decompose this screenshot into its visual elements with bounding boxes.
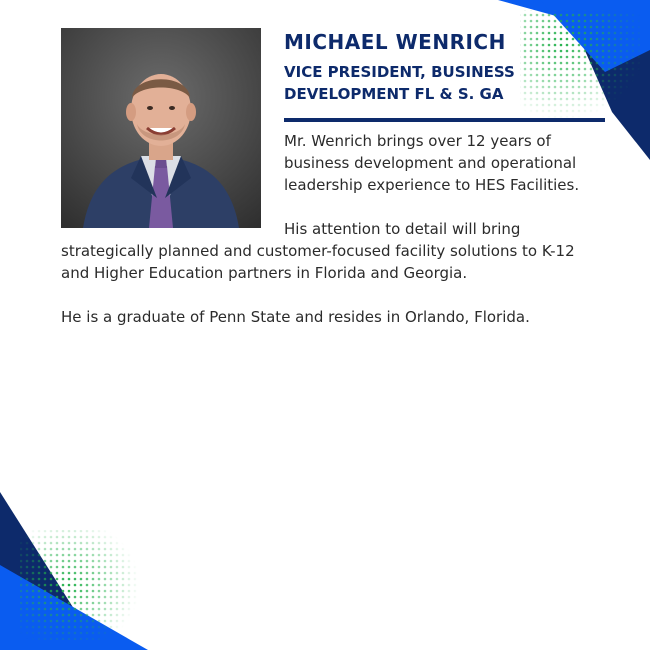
title-divider xyxy=(284,118,605,122)
corner-decoration-bottom-left xyxy=(0,492,148,650)
bio-paragraph-1 xyxy=(61,130,601,196)
title-line-1: VICE PRESIDENT, BUSINESS xyxy=(284,63,515,81)
title-line-2: DEVELOPMENT FL & S. GA xyxy=(284,85,504,103)
bio-paragraph-2 xyxy=(61,218,601,284)
bio-p2-line-3: and Higher Education partners in Florida and Georgia. xyxy=(61,264,468,282)
bio-p2-line-1: His attention to detail will bring xyxy=(284,220,521,238)
bio-p1-line-2: business development and operational xyxy=(284,154,577,172)
bio-p3-line-1: He is a graduate of Penn State and resides in Orlando, Florida. xyxy=(61,308,530,326)
bio-text xyxy=(61,130,601,328)
person-name: MICHAEL WENRICH xyxy=(284,30,506,54)
bio-p1-line-3: leadership experience to HES Facilities. xyxy=(284,176,580,194)
bio-paragraph-3 xyxy=(61,306,601,328)
bio-p1-line-1: Mr. Wenrich brings over 12 years of xyxy=(284,132,551,150)
halftone-dots-bottom xyxy=(20,530,140,640)
person-title xyxy=(284,61,584,105)
bio-p2-line-2: strategically planned and customer-focused facility solutions to K-12 xyxy=(61,242,575,260)
